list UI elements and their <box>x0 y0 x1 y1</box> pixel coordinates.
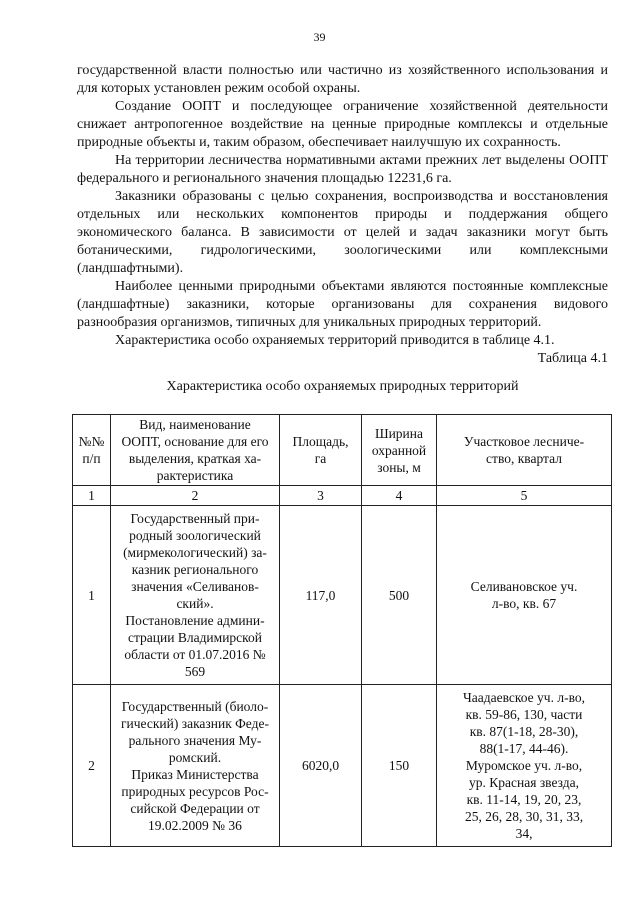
paragraph-6: Характеристика особо охраняемых территорий приводится в таблице 4.1. <box>115 333 555 348</box>
table-row <box>73 506 612 685</box>
paragraph-5: Наиболее ценными природными объектами являются постоянные комплексные (ландшафтные) заказники, которые организованы для сохранения видового разнообразия организмов, типичных для уникальных природных территорий. <box>77 279 608 330</box>
header-description: Вид, наименование ООПТ, основание для его выделения, краткая ха- рактеристика <box>111 415 280 486</box>
table-label: Таблица 4.1 <box>537 351 608 366</box>
header-number: №№ п/п <box>73 415 111 486</box>
area-value: 117,0 <box>280 506 362 685</box>
forestry-quarter: Чаадаевское уч. л-во, кв. 59-86, 130, части кв. 87(1-18, 28-30), 88(1-17, 44-46). Муромское уч. л-во, ур. Красная звезда, кв. 11-14, 19, 20, 23, 25, 26, 28, 30, 31, 33, 34, <box>437 685 612 847</box>
body-text <box>77 62 608 400</box>
column-number: 2 <box>111 486 280 506</box>
paragraph-4: Заказники образованы с целью сохранения, воспроизводства и восстановления отдельных или нескольких компонентов природы и поддержания общего экономического баланса. В зависимости от целей и задач заказники могут быть ботаническими, гидрологическими, зоологическими или комплексными (ландшафтными). <box>77 189 608 276</box>
column-number: 5 <box>437 486 612 506</box>
column-number-row <box>73 486 612 506</box>
paragraph-2: Создание ООПТ и последующее ограничение хозяйственной деятельности снижает антропогенное воздействие на ценные природные комплексы и отдельные природные объекты и, таким образом, обеспечивает наилучшую их сохранность. <box>77 99 608 150</box>
area-value: 6020,0 <box>280 685 362 847</box>
paragraph-1: государственной власти полностью или частично из хозяйственного использования и для которых установлен режим особой охраны. <box>77 63 608 96</box>
header-area: Площадь, га <box>280 415 362 486</box>
area-description: Государственный при- родный зоологический (мирмекологический) за- казник регионального значения «Селиванов- ский». Постановление админи- страции Владимирской области от 01.07.2016 № 569 <box>111 506 280 685</box>
column-number: 4 <box>362 486 437 506</box>
column-number: 3 <box>280 486 362 506</box>
zone-width-value: 500 <box>362 506 437 685</box>
protected-areas-table <box>72 414 612 847</box>
row-number: 1 <box>73 506 111 685</box>
header-zone-width: Ширина охранной зоны, м <box>362 415 437 486</box>
table-title: Характеристика особо охраняемых природных территорий <box>166 379 519 394</box>
forestry-quarter: Селивановское уч. л-во, кв. 67 <box>437 506 612 685</box>
zone-width-value: 150 <box>362 685 437 847</box>
table-row <box>73 685 612 847</box>
table-header-row <box>73 415 612 486</box>
row-number: 2 <box>73 685 111 847</box>
page-number: 39 <box>313 30 326 44</box>
header-forestry: Участковое лесниче- ство, квартал <box>437 415 612 486</box>
column-number: 1 <box>73 486 111 506</box>
paragraph-3: На территории лесничества нормативными актами прежних лет выделены ООПТ федерального и регионального значения площадью 12231,6 га. <box>77 153 608 186</box>
area-description: Государственный (биоло- гический) заказник Феде- рального значения Му- ромский. Приказ Министерства природных ресурсов Рос- сийской Федерации от 19.02.2009 № 36 <box>111 685 280 847</box>
